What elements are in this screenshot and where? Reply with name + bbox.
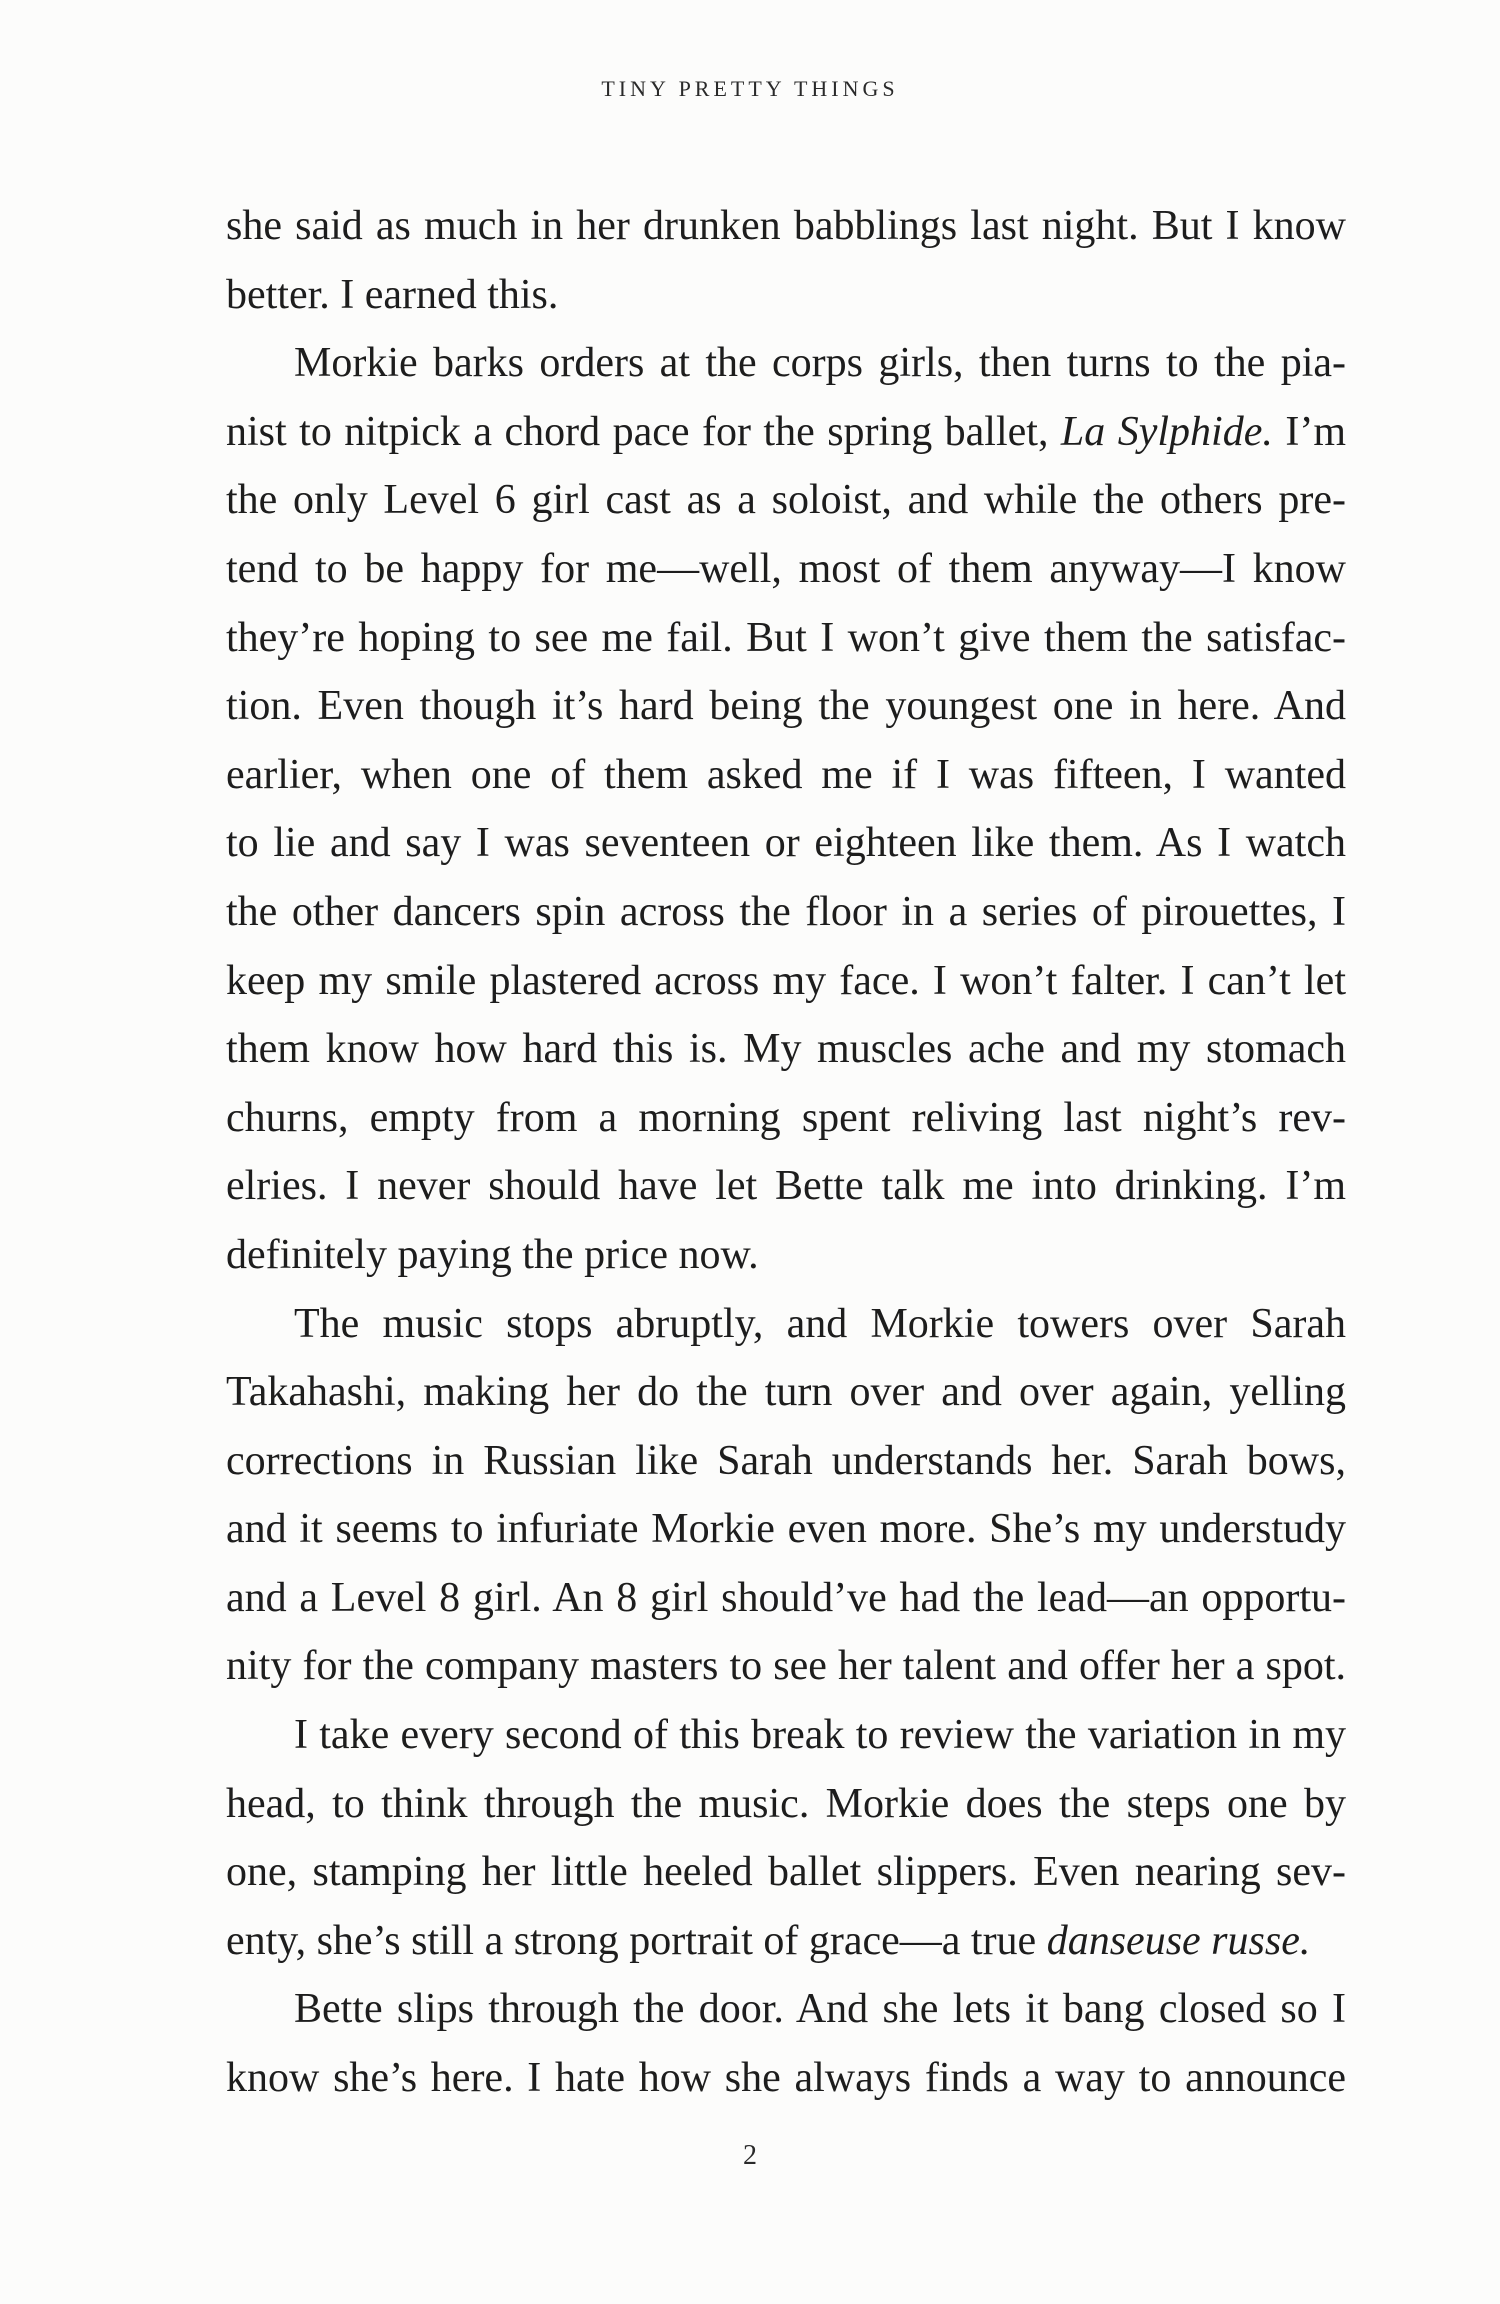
text-line: corrections in Russian like Sarah understands her. Sarah bows,	[226, 1437, 1346, 1484]
text-line: keep my smile plastered across my face. I won’t falter. I can’t let	[226, 957, 1346, 1004]
text-line: one, stamping her little heeled ballet slippers. Even nearing sev-	[226, 1849, 1346, 1896]
text-line: them know how hard this is. My muscles ache and my stomach	[226, 1026, 1346, 1073]
text-line: tion. Even though it’s hard being the youngest one in here. And	[226, 683, 1346, 730]
text-line: the only Level 6 girl cast as a soloist, and while the others pre-	[226, 477, 1346, 524]
text-line: and a Level 8 girl. An 8 girl should’ve had the lead—an opportu-	[226, 1574, 1346, 1621]
text-line: the other dancers spin across the floor in a series of pirouettes, I	[226, 888, 1346, 935]
text-line: to lie and say I was seventeen or eighteen like them. As I watch	[226, 820, 1346, 867]
text-line: I take every second of this break to review the variation in my	[294, 1712, 1346, 1759]
text-line: The music stops abruptly, and Morkie towers over Sarah	[294, 1300, 1346, 1347]
body-text	[226, 192, 1346, 2113]
text-line: tend to be happy for me—well, most of them anyway—I know	[226, 545, 1346, 592]
text-line: they’re hoping to see me fail. But I won’t give them the satisfac-	[226, 614, 1346, 661]
page-number: 2	[743, 2140, 757, 2171]
text-line: she said as much in her drunken babblings last night. But I know	[226, 203, 1346, 249]
text-line: know she’s here. I hate how she always finds a way to announce	[226, 2055, 1346, 2102]
italic-title: La Sylphide.	[1060, 408, 1273, 455]
text-line: earlier, when one of them asked me if I was fifteen, I wanted	[226, 751, 1346, 798]
text-line: Bette slips through the door. And she lets it bang closed so I	[294, 1986, 1346, 2033]
text-line: enty, she’s still a strong portrait of grace—a true danseuse russe.	[226, 1917, 1311, 1964]
text-line: definitely paying the price now.	[226, 1231, 759, 1278]
text-line: Takahashi, making her do the turn over and over again, yelling	[226, 1369, 1346, 1416]
text-line: nist to nitpick a chord pace for the spring ballet, La Sylphide. I’m	[226, 408, 1346, 455]
text-line: nity for the company masters to see her talent and offer her a spot.	[226, 1643, 1346, 1690]
text-line: and it seems to infuriate Morkie even more. She’s my understudy	[226, 1506, 1346, 1553]
running-head: TINY PRETTY THINGS	[601, 76, 899, 101]
text-line: Morkie barks orders at the corps girls, then turns to the pia-	[294, 340, 1346, 387]
text-line: churns, empty from a morning spent reliving last night’s rev-	[226, 1094, 1346, 1141]
text-line: head, to think through the music. Morkie does the steps one by	[226, 1780, 1346, 1827]
text-line: elries. I never should have let Bette talk me into drinking. I’m	[226, 1163, 1346, 1210]
italic-phrase: danseuse russe.	[1046, 1917, 1311, 1964]
text-line: better. I earned this.	[226, 271, 559, 318]
